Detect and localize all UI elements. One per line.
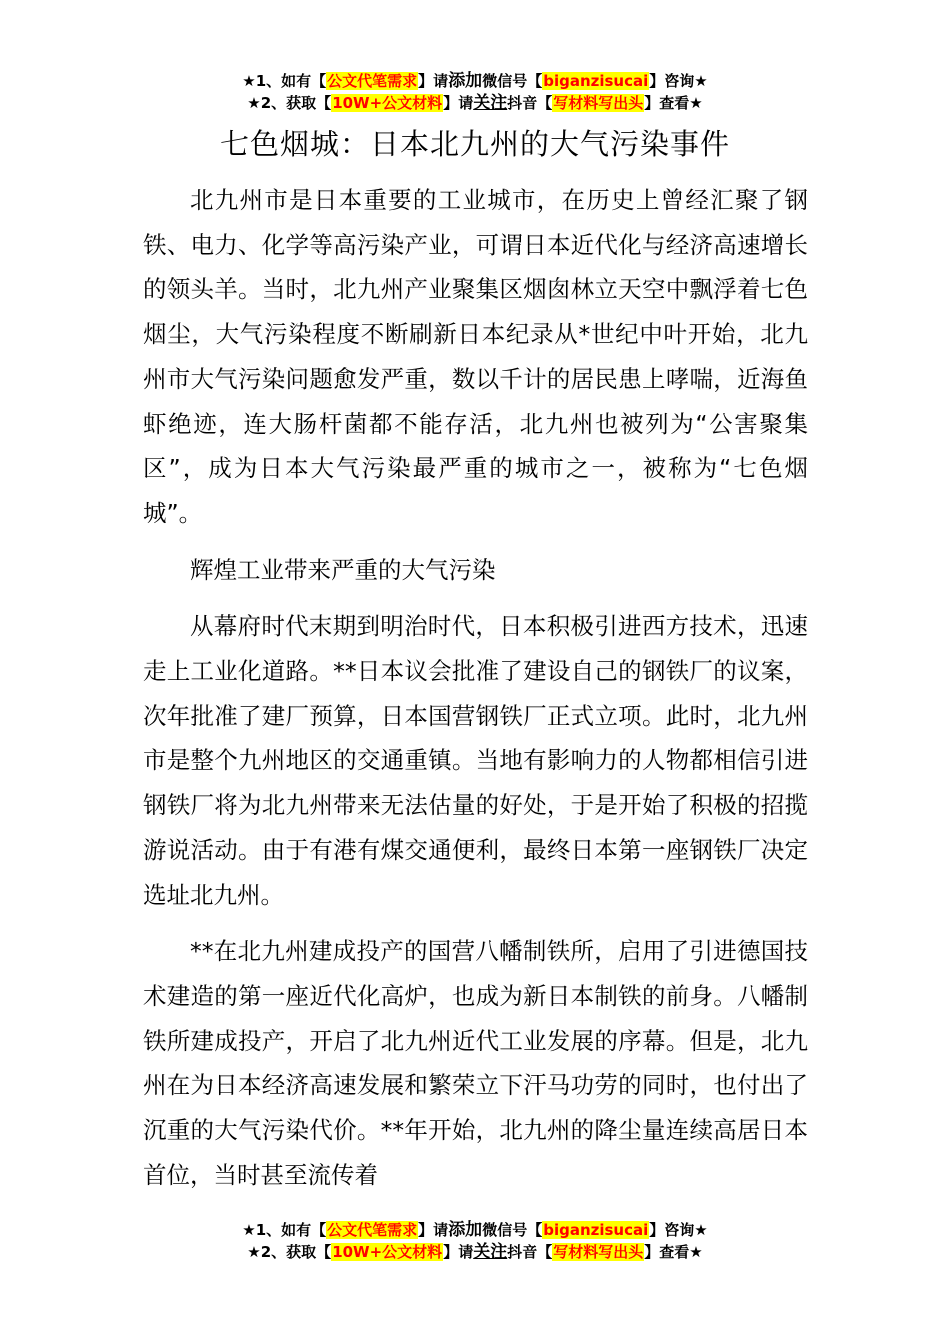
promo-banner-top	[0, 70, 950, 114]
promo-text: 微信号【	[482, 1221, 543, 1239]
section-heading: 辉煌工业带来严重的大气污染	[190, 555, 496, 584]
promo-line-1	[0, 70, 950, 92]
promo-emphasis: 添加	[448, 71, 483, 91]
document-title: 七色烟城：日本北九州的大气污染事件	[219, 127, 730, 161]
promo-text: 】请	[443, 1243, 474, 1261]
promo-text: ★2、获取【	[247, 1243, 332, 1261]
wechat-id: biganzisucai	[543, 72, 649, 90]
promo-text: ★1、如有【	[242, 72, 327, 90]
promo-emphasis: 关注	[473, 1242, 508, 1262]
promo-text: 】查看★	[644, 94, 703, 112]
promo-text: ★2、获取【	[247, 94, 332, 112]
douyin-account: 写材料写出头	[553, 1243, 644, 1261]
promo-highlight: 公文代笔需求	[327, 1221, 418, 1239]
promo-text: ★1、如有【	[242, 1221, 327, 1239]
promo-line-2	[0, 92, 950, 114]
promo-text: 抖音【	[507, 1243, 553, 1261]
promo-text: 】请	[418, 72, 449, 90]
promo-text: 】查看★	[644, 1243, 703, 1261]
body-paragraph: 北九州市是日本重要的工业城市，在历史上曾经汇聚了钢铁、电力、化学等高污染产业，可谓日本近代化与经济高速增长的领头羊。当时，北九州产业聚集区烟囱林立天空中飘浮着七色烟尘，大气污染程度不断刷新日本纪录从*世纪中叶开始，北九州市大气污染问题愈发严重，数以千计的居民患上哮喘，近海鱼虾绝迹，连大肠杆菌都不能存活，北九州也被列为“公害聚集区”，成为日本大气污染最严重的城市之一，被称为“七色烟城”。	[143, 186, 808, 527]
promo-highlight: 10W+公文材料	[332, 1243, 443, 1261]
promo-highlight: 10W+公文材料	[332, 94, 443, 112]
promo-text: 】请	[443, 94, 474, 112]
promo-text: 抖音【	[507, 94, 553, 112]
body-paragraph: **在北九州建成投产的国营八幡制铁所，启用了引进德国技术建造的第一座近代化高炉，也成为新日本制铁的前身。八幡制铁所建成投产，开启了北九州近代工业发展的序幕。但是，北九州在为日本经济高速发展和繁荣立下汗马功劳的同时，也付出了沉重的大气污染代价。**年开始，北九州的降尘量连续高居日本首位，当时甚至流传着	[143, 937, 808, 1189]
promo-text: 】请	[418, 1221, 449, 1239]
promo-line-1	[0, 1219, 950, 1241]
promo-banner-bottom	[0, 1219, 950, 1263]
promo-emphasis: 添加	[448, 1220, 483, 1240]
promo-text: 微信号【	[482, 72, 543, 90]
body-paragraph: 从幕府时代末期到明治时代，日本积极引进西方技术，迅速走上工业化道路。**日本议会批准了建设自己的钢铁厂的议案，次年批准了建厂预算，日本国营钢铁厂正式立项。此时，北九州市是整个九州地区的交通重镇。当地有影响力的人物都相信引进钢铁厂将为北九州带来无法估量的好处，于是开始了积极的招揽游说活动。由于有港有煤交通便利，最终日本第一座钢铁厂决定选址北九州。	[143, 612, 808, 909]
promo-text: 】咨询★	[649, 1221, 708, 1239]
douyin-account: 写材料写出头	[553, 94, 644, 112]
promo-emphasis: 关注	[473, 93, 508, 113]
document-body	[143, 178, 808, 1197]
promo-highlight: 公文代笔需求	[327, 72, 418, 90]
promo-line-2	[0, 1241, 950, 1263]
promo-text: 】咨询★	[649, 72, 708, 90]
wechat-id: biganzisucai	[543, 1221, 649, 1239]
